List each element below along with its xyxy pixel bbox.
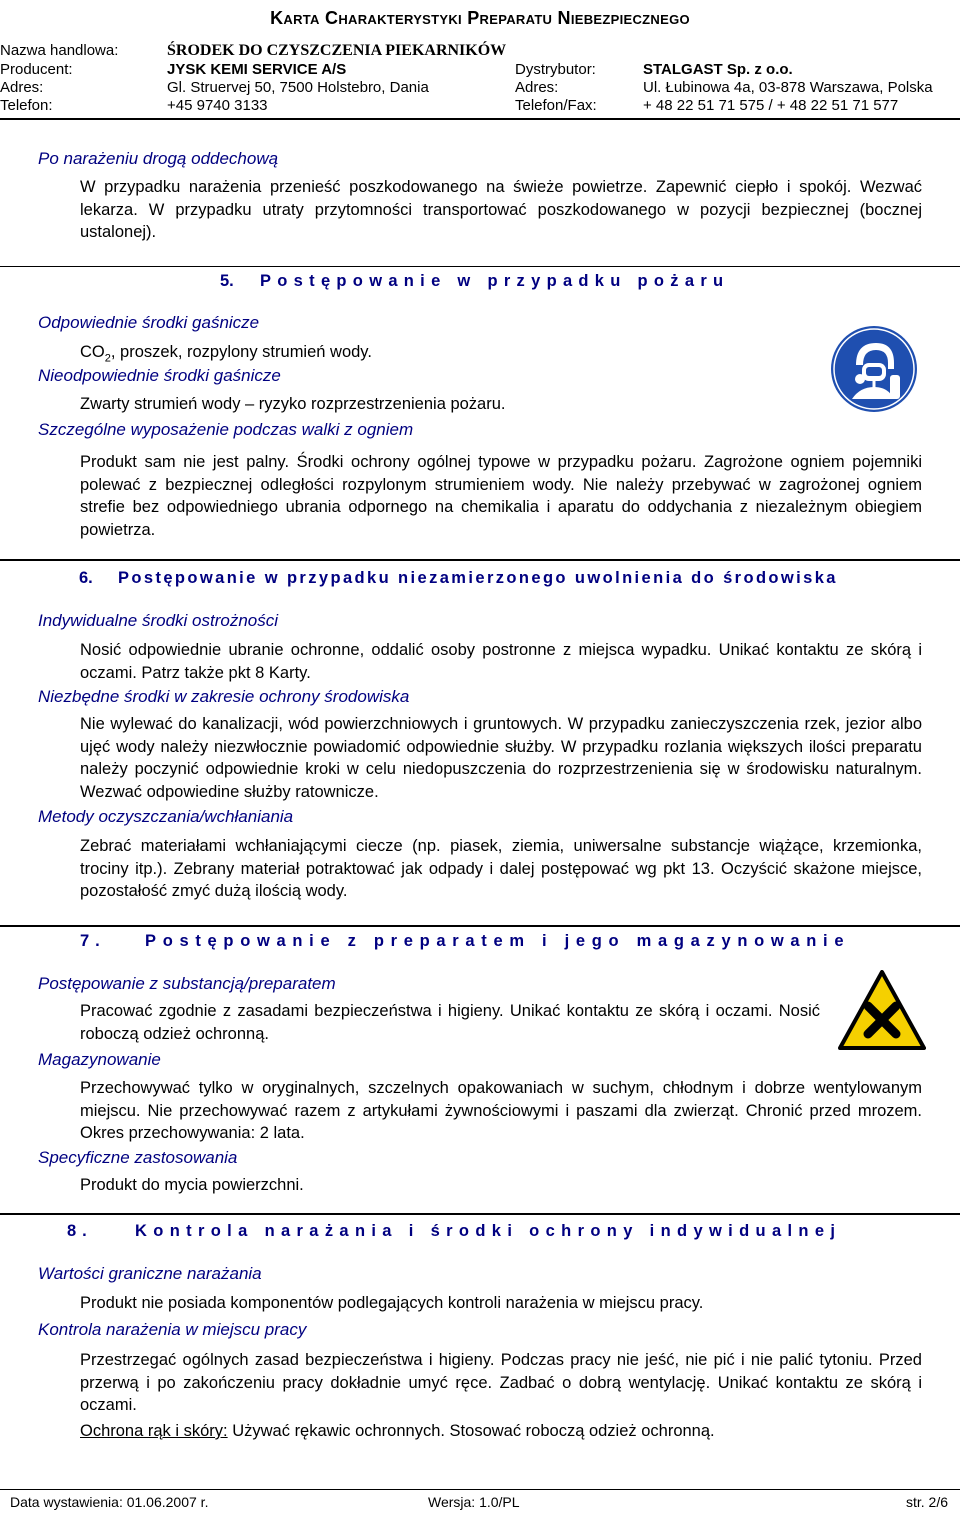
s8-title: Kontrola narażania i środki ochrony indywidualnej bbox=[135, 1222, 842, 1240]
s6-title: Postępowanie w przypadku niezamierzonego uwolnienia do środowiska bbox=[118, 569, 838, 587]
header-rule bbox=[0, 118, 960, 120]
s6-text-precautions: Nosić odpowiednie ubranie ochronne, oddalić osoby postronne z miejsca wypadku. Unikać kontaktu ze skórą i oczami. Patrz także pkt 8 Karty. bbox=[80, 641, 922, 682]
s5-text-suitable-rest: , proszek, rozpylony strumień wody. bbox=[110, 343, 372, 361]
s8-rule bbox=[0, 1213, 960, 1215]
s6-heading-precautions: Indywidualne środki ostrożności bbox=[38, 611, 279, 630]
s6-number: 6. bbox=[79, 569, 93, 587]
s7-number: 7. bbox=[80, 932, 106, 950]
footer-version: Wersja: 1.0/PL bbox=[428, 1494, 520, 1510]
footer-page: str. 2/6 bbox=[905, 1494, 948, 1510]
s7-rule bbox=[0, 925, 960, 927]
s5-title: Postępowanie w przypadku pożaru bbox=[260, 272, 730, 290]
s8-heading-limits: Wartości graniczne narażania bbox=[38, 1264, 262, 1283]
intro-heading: Po narażeniu drogą oddechową bbox=[38, 149, 279, 168]
distributor-address-label: Adres: bbox=[515, 79, 559, 96]
producer-address-label: Adres: bbox=[0, 79, 44, 96]
trade-name: ŚRODEK DO CZYSZCZENIA PIEKARNIKÓW bbox=[167, 42, 507, 59]
s7-heading-specific-uses: Specyficzne zastosowania bbox=[38, 1148, 238, 1167]
respirator-mandatory-sign-icon bbox=[830, 325, 918, 413]
s7-text-storage: Przechowywać tylko w oryginalnych, szczelnych opakowaniach w suchym, chłodnym i dobrze wentylowanym miejscu. Nie przechowywać razem z artykułami żywnościowymi i paszami dla zwierząt. Chronić przed mrozem. Okres przechowywania: 2 lata. bbox=[80, 1079, 922, 1142]
distributor-phone: + 48 22 51 71 575 / + 48 22 51 71 577 bbox=[643, 97, 899, 114]
s5-text-equipment: Produkt sam nie jest palny. Środki ochrony ogólnej typowe w przypadku pożaru. Zagrożone ogniem pojemniki polewać z bezpiecznej odległości rozpylonym strumieniem wody. Nie należy przebywać w zagrożonej ogniem strefie bez odpowiedniego ubrania odpornego na chemikalia i aparatu do oddychania z niezależnym obiegiem powietrza. bbox=[80, 453, 922, 539]
s7-text-specific-uses: Produkt do mycia powierzchni. bbox=[80, 1176, 304, 1194]
distributor-label: Dystrybutor: bbox=[515, 61, 596, 78]
s6-text-environment: Nie wylewać do kanalizacji, wód powierzchniowych i gruntowych. W przypadku zanieczyszczenia rzek, jezior albo ujęć wody należy niezwłocznie powiadomić odpowiednie służby. W przypadku rozlania większych ilości preparatu należy poczynić odpowiednie kroki w celu niedopuszczenia do rozprzestrzenienia się w środowisku naturalnym. Wezwać odpowiedine służby ratownicze. bbox=[80, 715, 922, 801]
s7-text-handling: Pracować zgodnie z zasadami bezpieczeństwa i higieny. Unikać kontaktu ze skórą i oczami. Nosić roboczą odzież ochronną. bbox=[80, 1002, 820, 1043]
distributor-name: STALGAST Sp. z o.o. bbox=[643, 61, 793, 78]
footer-rule bbox=[0, 1489, 960, 1490]
producer-address: Gl. Struervej 50, 7500 Holstebro, Dania bbox=[167, 79, 429, 96]
producer-label: Producent: bbox=[0, 61, 73, 78]
producer-name: JYSK KEMI SERVICE A/S bbox=[167, 61, 347, 78]
s8-text-workplace: Przestrzegać ogólnych zasad bezpieczeństwa i higieny. Podczas pracy nie jeść, nie pić i nie palić tytoniu. Przed przerwą i po zakończeniu pracy dokładnie umyć ręce. Zadbać o dobrą wentylację. Unikać kontaktu ze skórą i oczami. bbox=[80, 1351, 922, 1414]
s6-rule bbox=[0, 559, 960, 561]
s6-heading-environment: Niezbędne środki w zakresie ochrony środowiska bbox=[38, 687, 410, 706]
harmful-irritant-warning-sign-icon bbox=[838, 970, 926, 1050]
s8-number: 8. bbox=[67, 1222, 93, 1240]
co2-text: CO bbox=[80, 343, 105, 361]
s5-heading-equipment: Szczególne wyposażenie podczas walki z ogniem bbox=[38, 420, 414, 439]
trade-name-label: Nazwa handlowa: bbox=[0, 42, 119, 59]
s5-heading-suitable: Odpowiednie środki gaśnicze bbox=[38, 313, 260, 332]
s5-number: 5. bbox=[220, 272, 234, 290]
distributor-phone-label: Telefon/Fax: bbox=[515, 97, 597, 114]
s7-heading-storage: Magazynowanie bbox=[38, 1050, 161, 1069]
s7-heading-handling: Postępowanie z substancją/preparatem bbox=[38, 974, 336, 993]
s5-heading-unsuitable: Nieodpowiednie środki gaśnicze bbox=[38, 366, 281, 385]
intro-text: W przypadku narażenia przenieść poszkodowanego na świeże powietrze. Zapewnić ciepło i spokój. Wezwać lekarza. W przypadku utraty przytomności transportować poszkodowanego w pozycji bezpiecznej (bocznej ustalonej). bbox=[80, 178, 922, 241]
distributor-address: Ul. Łubinowa 4a, 03-878 Warszawa, Polska bbox=[643, 79, 933, 96]
s5-text-unsuitable: Zwarty strumień wody – ryzyko rozprzestrzenienia pożaru. bbox=[80, 395, 506, 413]
co2-subscript: 2 bbox=[104, 352, 111, 365]
producer-phone: +45 9740 3133 bbox=[167, 97, 268, 114]
hand-protection-text: Używać rękawic ochronnych. Stosować roboczą odzież ochronną. bbox=[227, 1422, 715, 1440]
s8-text-limits: Produkt nie posiada komponentów podlegających kontroli narażenia w miejscu pracy. bbox=[80, 1294, 704, 1312]
hand-protection-label: Ochrona rąk i skóry: bbox=[80, 1422, 228, 1440]
s6-text-cleanup: Zebrać materiałami wchłaniającymi ciecze (np. piasek, ziemia, uniwersalne substancje wiążące, krzemionka, trociny itp.). Zebrany materiał potraktować jak odpady i dalej postępować wg pkt 13. Oczyścić skażone miejsce, pozostałość zmyć dużą ilością wody. bbox=[80, 837, 922, 900]
s6-heading-cleanup: Metody oczyszczania/wchłaniania bbox=[38, 807, 294, 826]
s8-hand-protection bbox=[80, 1420, 715, 1443]
footer-date: Data wystawienia: 01.06.2007 r. bbox=[10, 1494, 209, 1510]
s8-heading-workplace: Kontrola narażenia w miejscu pracy bbox=[38, 1320, 307, 1339]
producer-phone-label: Telefon: bbox=[0, 97, 53, 114]
s5-rule bbox=[0, 266, 960, 267]
doc-title: Karta Charakterystyki Preparatu Niebezpiecznego bbox=[270, 8, 690, 28]
s7-title: Postępowanie z preparatem i jego magazynowanie bbox=[145, 932, 851, 950]
